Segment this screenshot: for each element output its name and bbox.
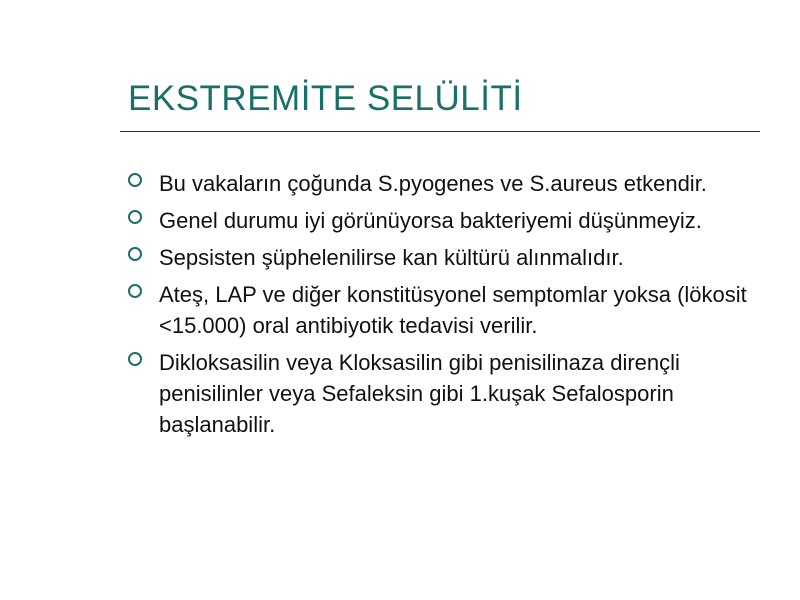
list-item: [128, 279, 758, 341]
list-item: [128, 168, 758, 199]
hollow-circle-bullet-icon: [128, 352, 142, 366]
bullet-list: [128, 168, 758, 446]
slide-title: EKSTREMİTE SELÜLİTİ: [128, 79, 523, 118]
hollow-circle-bullet-icon: [128, 284, 142, 298]
list-item: [128, 242, 758, 273]
hollow-circle-bullet-icon: [128, 247, 142, 261]
list-item: [128, 347, 758, 440]
bullet-text: Dikloksasilin veya Kloksasilin gibi penisilinaza dirençli penisilinler veya Sefaleksin gibi 1.kuşak Sefalosporin başlanabilir.: [159, 350, 680, 437]
bullet-text: Ateş, LAP ve diğer konstitüsyonel semptomlar yoksa (lökosit <15.000) oral antibiyotik tedavisi verilir.: [159, 282, 747, 338]
list-item: [128, 205, 758, 236]
hollow-circle-bullet-icon: [128, 173, 142, 187]
title-divider: [120, 131, 760, 132]
bullet-text: Sepsisten şüphelenilirse kan kültürü alınmalıdır.: [159, 245, 624, 270]
bullet-text: Genel durumu iyi görünüyorsa bakteriyemi düşünmeyiz.: [159, 208, 702, 233]
bullet-text: Bu vakaların çoğunda S.pyogenes ve S.aureus etkendir.: [159, 171, 707, 196]
hollow-circle-bullet-icon: [128, 210, 142, 224]
